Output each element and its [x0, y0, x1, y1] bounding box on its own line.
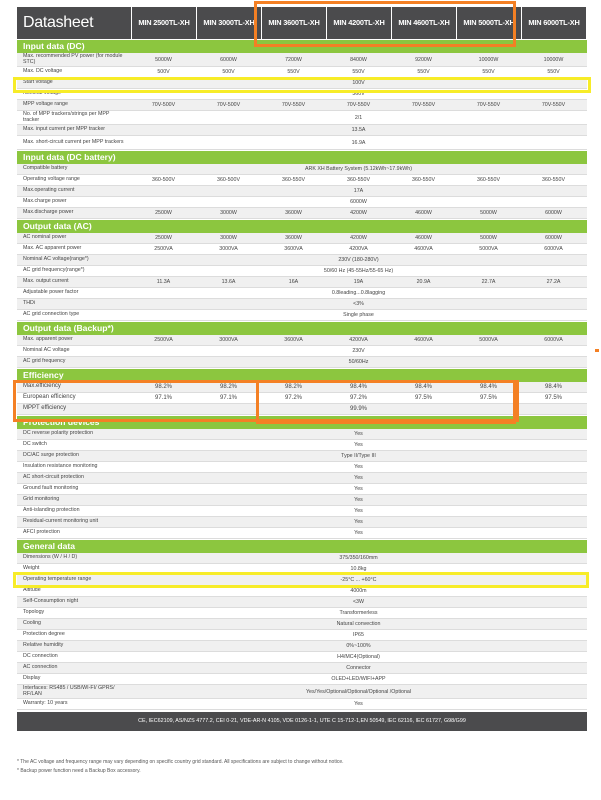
- table-cell: 3000VA: [219, 246, 238, 252]
- row-label: AC grid frequency: [23, 358, 66, 365]
- table-cell: 2500VA: [154, 246, 173, 252]
- table-row: [17, 244, 587, 255]
- table-cell-span: Yes: [354, 530, 363, 536]
- section: [17, 322, 587, 368]
- footnote-voltage: * The AC voltage and frequency range may vary depending on specific country grid standard. All specifications are subject to change without notice.: [17, 759, 344, 765]
- table-cell-span: Yes: [354, 519, 363, 525]
- row-label: Nominal AC voltage(range*): [23, 256, 89, 263]
- model-header: MIN 2500TL-XH: [131, 7, 196, 39]
- table-cell: 2500VA: [154, 337, 173, 343]
- table-row: [17, 208, 587, 219]
- table-cell: 97.2%: [284, 395, 302, 401]
- row-label: Operating voltage range: [23, 176, 80, 183]
- table-cell: 97.1%: [219, 395, 237, 401]
- table-row: [17, 53, 587, 67]
- model-header: MIN 6000TL-XH: [521, 7, 586, 39]
- table-row: [17, 586, 587, 597]
- table-cell: 4600W: [415, 210, 432, 216]
- table-cell-span: Connector: [346, 665, 371, 671]
- row-label: Max. output current: [23, 278, 69, 285]
- orange-marker: [595, 349, 599, 352]
- row-label: AC connection: [23, 664, 58, 671]
- table-cell: 360-550V: [542, 177, 565, 183]
- model-header: MIN 4200TL-XH: [326, 7, 391, 39]
- row-label: Operating temperature range: [23, 576, 92, 583]
- table-cell: 6000VA: [544, 246, 563, 252]
- table-row: [17, 517, 587, 528]
- table-row: [17, 484, 587, 495]
- datasheet-title: Datasheet: [17, 7, 131, 39]
- section-header: Input data (DC): [17, 40, 587, 53]
- table-cell-span: 17A: [353, 188, 364, 194]
- table-cell: 360-550V: [347, 177, 370, 183]
- table-cell-span: Yes: [354, 442, 363, 448]
- table-cell: 3000VA: [219, 337, 238, 343]
- datasheet-table: [17, 7, 587, 731]
- table-cell: 98.4%: [414, 384, 432, 390]
- table-cell-span: Yes: [354, 508, 363, 514]
- table-cell: 5000W: [480, 210, 497, 216]
- table-cell-span: 50/60 Hz (45-55Hz/55-65 Hz): [323, 268, 394, 274]
- row-label: Max. short-circuit current per MPP trackers: [23, 138, 124, 145]
- table-row: [17, 528, 587, 539]
- row-label: Insulation resistance monitoring: [23, 463, 98, 470]
- table-cell: 3600VA: [284, 337, 303, 343]
- table-row: [17, 382, 587, 393]
- row-label: AC nominal power: [23, 234, 67, 241]
- table-row: [17, 440, 587, 451]
- table-cell-span: Transformerless: [339, 610, 378, 616]
- footnote-backup: * Backup power function need a Backup Box accessory.: [17, 768, 141, 774]
- row-label: Nominal voltage: [23, 90, 61, 97]
- row-label: Max. recommended PV power (for module STC): [23, 52, 123, 65]
- table-cell: 70V-550V: [476, 102, 501, 108]
- row-label: Grid monitoring: [23, 496, 60, 503]
- section: [17, 369, 587, 415]
- table-row: [17, 619, 587, 630]
- table-row: [17, 506, 587, 517]
- table-cell-span: H4/MC4(Optional): [337, 654, 380, 660]
- table-cell: 3000W: [220, 210, 237, 216]
- table-cell-span: Yes: [354, 431, 363, 437]
- table-cell: 6000W: [545, 210, 562, 216]
- section: [17, 220, 587, 321]
- table-cell: 500V: [157, 69, 170, 75]
- table-row: [17, 255, 587, 266]
- table-row: [17, 663, 587, 674]
- table-cell: 5000VA: [479, 337, 498, 343]
- section: [17, 540, 587, 710]
- table-cell: 97.2%: [349, 395, 367, 401]
- row-label: Max. input current per MPP tracker: [23, 126, 106, 133]
- table-cell-span: 230V: [352, 348, 365, 354]
- table-cell: 4200VA: [349, 337, 368, 343]
- table-cell: 10000W: [543, 56, 564, 63]
- table-cell-span: 230V (180-280V): [338, 257, 379, 263]
- row-label: Display: [23, 675, 41, 682]
- table-cell: 13.6A: [221, 279, 236, 285]
- table-cell-span: Yes: [354, 486, 363, 492]
- table-cell: 4600VA: [414, 246, 433, 252]
- table-row: [17, 175, 587, 186]
- table-cell: 3000W: [220, 235, 237, 241]
- table-row: [17, 78, 587, 89]
- table-cell-span: -25°C ... +60°C: [340, 577, 377, 583]
- row-label: Relative humidity: [23, 642, 64, 649]
- table-row: [17, 564, 587, 575]
- table-cell: 6000W: [220, 56, 237, 63]
- section: [17, 416, 587, 539]
- table-cell: 70V-550V: [411, 102, 436, 108]
- model-header-row: [17, 7, 587, 39]
- table-cell: 4200VA: [349, 246, 368, 252]
- row-label: Max. AC apparent power: [23, 245, 82, 252]
- row-label: AC short-circuit protection: [23, 474, 84, 481]
- table-cell: 6000W: [545, 235, 562, 241]
- table-cell-span: IP65: [353, 632, 364, 638]
- table-cell: 550V: [287, 69, 300, 75]
- table-cell-span: 50/60Hz: [348, 359, 369, 365]
- row-label: Ground fault monitoring: [23, 485, 79, 492]
- table-cell-span: 100V: [352, 80, 365, 86]
- table-cell: 360-550V: [282, 177, 305, 183]
- table-cell-span: <3W: [352, 599, 365, 605]
- section: [17, 40, 587, 150]
- table-row: [17, 685, 587, 699]
- row-label: Cooling: [23, 620, 41, 627]
- table-cell-span: 2/1: [354, 114, 363, 121]
- footnotes: [17, 759, 344, 777]
- row-label: No. of MPP trackers/strings per MPP tracker: [23, 110, 110, 123]
- row-label: MPPT efficiency: [23, 405, 67, 412]
- row-label: DC/AC surge protection: [23, 452, 79, 459]
- row-label: Weight: [23, 565, 40, 572]
- table-cell-span: 13.5A: [351, 127, 366, 133]
- table-cell: 550V: [547, 69, 560, 75]
- table-row: [17, 553, 587, 564]
- table-cell: 2500W: [155, 210, 172, 216]
- table-cell: 10000W: [478, 56, 499, 63]
- table-row: [17, 451, 587, 462]
- table-row: [17, 299, 587, 310]
- table-row: [17, 233, 587, 244]
- row-label: Adjustable power factor: [23, 289, 79, 296]
- table-row: [17, 357, 587, 368]
- table-row: [17, 288, 587, 299]
- row-label: AC grid frequency(range*): [23, 267, 85, 274]
- row-label: Residual-current monitoring unit: [23, 518, 99, 525]
- table-cell: 19A: [353, 279, 364, 285]
- table-cell: 98.4%: [544, 384, 562, 390]
- row-label: DC switch: [23, 441, 47, 448]
- table-cell: 98.2%: [284, 384, 302, 390]
- table-cell: 70V-550V: [346, 102, 371, 108]
- table-row: [17, 266, 587, 277]
- table-row: [17, 473, 587, 484]
- table-cell: 360-500V: [152, 177, 175, 183]
- table-cell-span: 99.9%: [349, 406, 367, 412]
- table-cell: 550V: [417, 69, 430, 75]
- table-cell-span: Natural convection: [336, 621, 381, 627]
- table-cell-span: 16.9A: [351, 139, 366, 146]
- table-cell: 360-550V: [477, 177, 500, 183]
- table-row: [17, 310, 587, 321]
- table-row: [17, 429, 587, 440]
- table-cell: 98.4%: [349, 384, 367, 390]
- table-cell-span: 6000W: [350, 199, 367, 205]
- row-label: European efficiency: [23, 394, 76, 401]
- table-row: [17, 575, 587, 586]
- table-cell-span: Yes: [354, 497, 363, 503]
- table-row: [17, 346, 587, 357]
- table-cell: 4600W: [415, 235, 432, 241]
- table-cell: 70V-500V: [151, 102, 176, 108]
- table-cell-span: 4000m: [350, 588, 367, 594]
- table-cell-span: ARK XH Battery System (5.12kWh~17.9kWh): [304, 166, 412, 172]
- row-label: Max.efficiency: [23, 383, 61, 390]
- section-header: Efficiency: [17, 369, 587, 382]
- table-row: [17, 111, 587, 125]
- row-label: MPP voltage range: [23, 101, 68, 108]
- table-cell: 5000W: [480, 235, 497, 241]
- table-cell-span: OLED+LED/WIFI+APP: [331, 676, 386, 682]
- table-cell: 70V-500V: [216, 102, 241, 108]
- table-cell-span: 375/350/160mm: [339, 555, 378, 561]
- table-cell: 6000VA: [544, 337, 563, 343]
- table-cell: 2500W: [155, 235, 172, 241]
- row-label: Max.discharge power: [23, 209, 74, 216]
- table-cell-span: Yes: [354, 701, 363, 707]
- table-cell: 5000W: [155, 56, 172, 63]
- table-cell-span: Yes: [354, 464, 363, 470]
- row-label: Interfaces: RS485 / USB/WI-FI/ GPRS/ RF/LAN: [23, 684, 115, 697]
- row-label: Warranty: 10 years: [23, 700, 68, 707]
- table-cell: 97.5%: [479, 395, 497, 401]
- table-cell: 22.7A: [481, 279, 496, 285]
- table-cell: 3600W: [285, 210, 302, 216]
- table-cell-span: Single phase: [343, 312, 374, 318]
- table-row: [17, 164, 587, 175]
- table-row: [17, 608, 587, 619]
- table-cell-span: 0.8leading...0.8lagging: [331, 290, 386, 296]
- table-row: [17, 495, 587, 506]
- table-row: [17, 597, 587, 608]
- table-cell: 4200W: [350, 210, 367, 216]
- table-row: [17, 197, 587, 208]
- table-cell: 550V: [352, 69, 365, 75]
- row-label: Max.operating current: [23, 187, 75, 194]
- row-label: AC grid connection type: [23, 311, 80, 318]
- table-cell-span: 10.8kg: [350, 566, 367, 572]
- table-cell: 3600W: [285, 235, 302, 241]
- table-cell-span: <3%: [353, 301, 364, 307]
- table-cell: 360-500V: [217, 177, 240, 183]
- table-row: [17, 186, 587, 197]
- table-cell: 70V-550V: [281, 102, 306, 108]
- table-row: [17, 462, 587, 473]
- table-cell: 4600VA: [414, 337, 433, 343]
- table-row: [17, 89, 587, 100]
- row-label: Altitude: [23, 587, 41, 594]
- table-cell-span: Yes: [354, 475, 363, 481]
- certifications: CE, IEC62109, AS/NZS 4777.2, CEI 0-21, VDE-AR-N 4105, VDE 0126-1-1, UTE C 15-712-1,EN 50549, IEC 62116, IEC 61727, G98/G99: [17, 712, 587, 731]
- row-label: THDi: [23, 300, 36, 307]
- table-cell: 97.5%: [414, 395, 432, 401]
- model-header: MIN 5000TL-XH: [456, 7, 521, 39]
- table-cell-span: Yes/Yes/Optional/Optional/Optional /Optional: [305, 688, 412, 695]
- row-label: Max. apparent power: [23, 336, 73, 343]
- section-header: Input data (DC battery): [17, 151, 587, 164]
- table-cell: 20.9A: [416, 279, 431, 285]
- row-label: Max. DC voltage: [23, 68, 63, 75]
- table-cell: 5000VA: [479, 246, 498, 252]
- row-label: Protection degree: [23, 631, 65, 638]
- model-header: MIN 3000TL-XH: [196, 7, 261, 39]
- table-cell: 16A: [288, 279, 299, 285]
- table-row: [17, 404, 587, 415]
- row-label: Dimensions (W / H / D): [23, 554, 78, 561]
- table-row: [17, 125, 587, 136]
- row-label: Max.charge power: [23, 198, 67, 205]
- table-cell: 9200W: [415, 56, 432, 63]
- table-row: [17, 67, 587, 78]
- table-row: [17, 277, 587, 288]
- row-label: Start voltage: [23, 79, 53, 86]
- table-cell: 97.5%: [544, 395, 562, 401]
- section-header: Output data (Backup*): [17, 322, 587, 335]
- table-cell-span: Type II/Type III: [341, 453, 376, 459]
- table-row: [17, 674, 587, 685]
- table-cell: 7200W: [285, 56, 302, 63]
- table-row: [17, 641, 587, 652]
- row-label: Nominal AC voltage: [23, 347, 70, 354]
- section-header: Output data (AC): [17, 220, 587, 233]
- table-cell-span: 360V: [352, 91, 365, 97]
- table-cell: 500V: [222, 69, 235, 75]
- row-label: AFCI protection: [23, 529, 60, 536]
- row-label: Anti-islanding protection: [23, 507, 80, 514]
- row-label: Self-Consumption night: [23, 598, 79, 605]
- row-label: DC connection: [23, 653, 58, 660]
- row-label: Compatible battery: [23, 165, 68, 172]
- table-cell: 550V: [482, 69, 495, 75]
- row-label: Topology: [23, 609, 45, 616]
- section: [17, 151, 587, 219]
- table-row: [17, 630, 587, 641]
- table-cell: 360-550V: [412, 177, 435, 183]
- datasheet-body: [17, 40, 587, 710]
- table-row: [17, 136, 587, 150]
- table-cell: 27.2A: [546, 279, 561, 285]
- table-cell: 98.2%: [219, 384, 237, 390]
- table-cell: 11.3A: [156, 279, 171, 285]
- table-row: [17, 335, 587, 346]
- table-row: [17, 699, 587, 710]
- table-cell: 8400W: [350, 56, 367, 63]
- table-row: [17, 652, 587, 663]
- table-row: [17, 100, 587, 111]
- table-cell: 98.4%: [479, 384, 497, 390]
- table-row: [17, 393, 587, 404]
- table-cell: 3600VA: [284, 246, 303, 252]
- model-header: MIN 3600TL-XH: [261, 7, 326, 39]
- table-cell: 97.1%: [154, 395, 172, 401]
- row-label: DC reverse polarity protection: [23, 430, 94, 437]
- table-cell: 98.2%: [154, 384, 172, 390]
- table-cell: 70V-550V: [541, 102, 566, 108]
- model-header: MIN 4600TL-XH: [391, 7, 456, 39]
- section-header: General data: [17, 540, 587, 553]
- table-cell-span: 0%~100%: [346, 643, 371, 649]
- table-cell: 4200W: [350, 235, 367, 241]
- section-header: Protection devices: [17, 416, 587, 429]
